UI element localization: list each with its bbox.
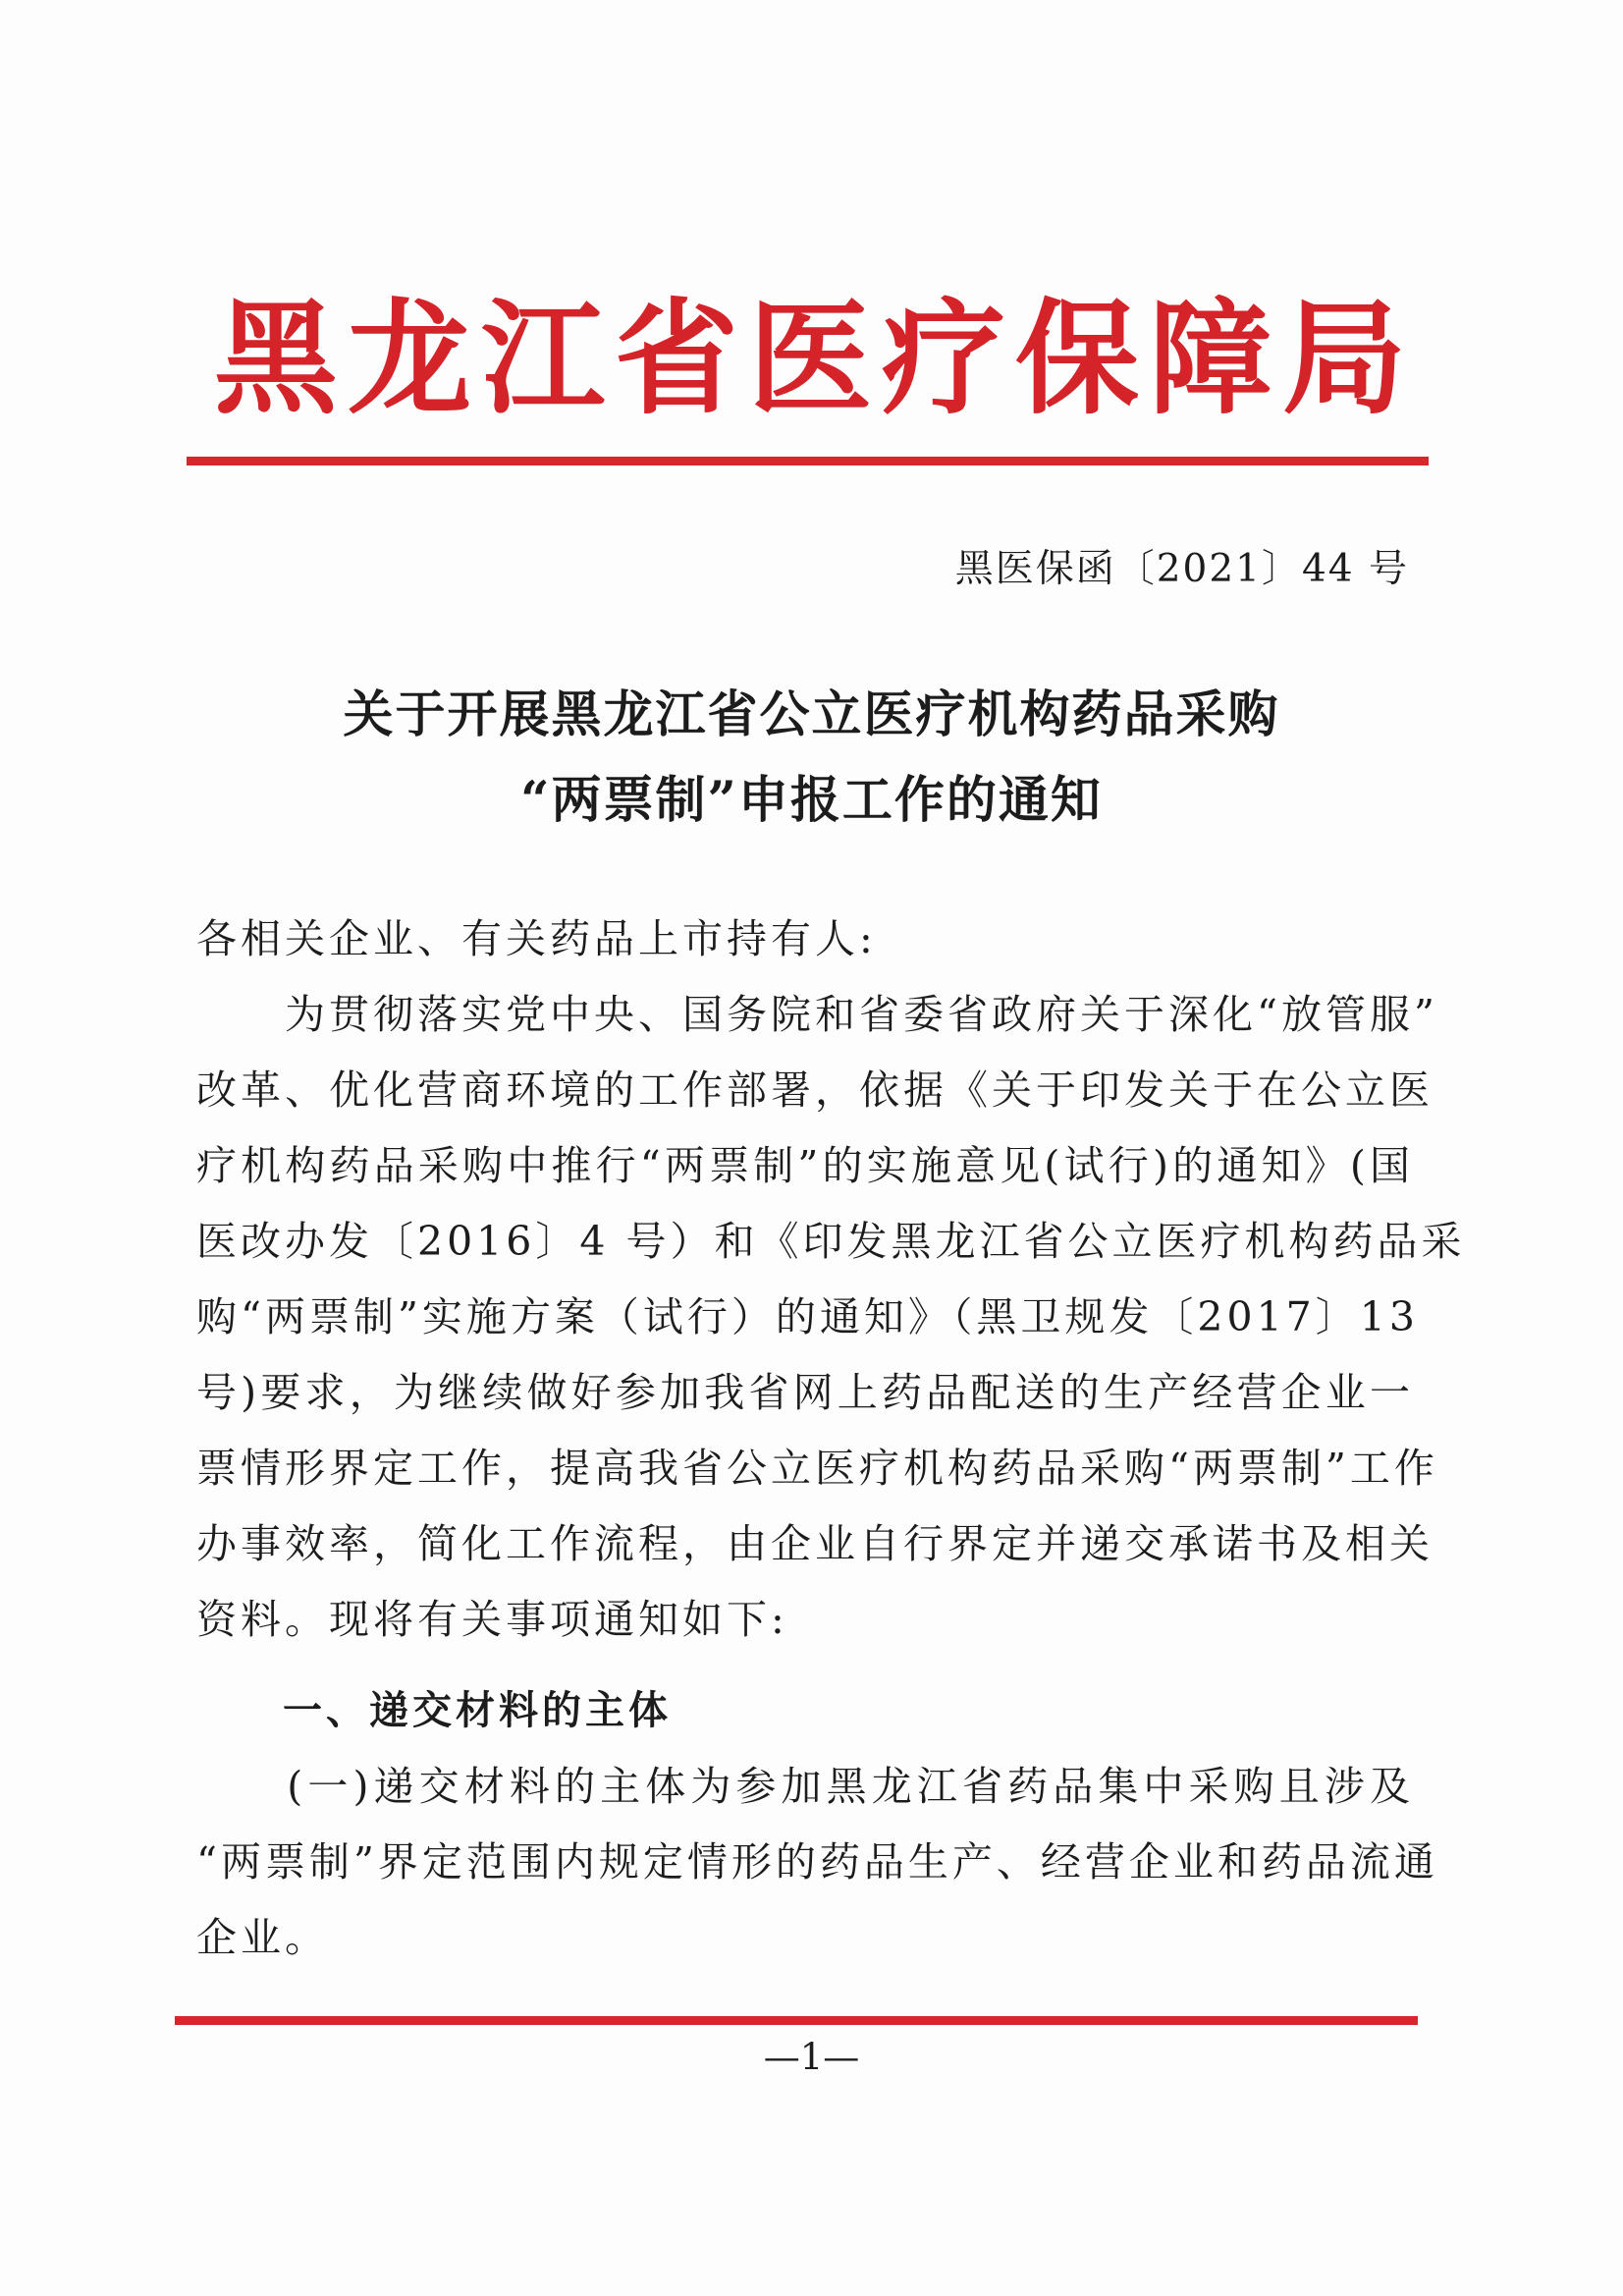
document-number: 黑医保函〔2021〕44 号 bbox=[954, 547, 1409, 591]
body-line: 改革、优化营商环境的工作部署，依据《关于印发关于在公立医 bbox=[196, 1066, 1434, 1114]
page-number: —1— bbox=[763, 2036, 860, 2078]
section-line: (一)递交材料的主体为参加黑龙江省药品集中采购且涉及 bbox=[196, 1763, 1414, 1810]
body-line: 疗机构药品采购中推行“两票制”的实施意见(试行)的通知》(国 bbox=[196, 1142, 1414, 1189]
document-title-line-1: 关于开展黑龙江省公立医疗机构药品采购 bbox=[343, 685, 1280, 744]
organization-header: 黑龙江省医疗保障局 bbox=[214, 286, 1416, 431]
header-red-rule bbox=[187, 457, 1429, 465]
section-heading: 一、递交材料的主体 bbox=[283, 1688, 672, 1733]
footer-red-rule bbox=[175, 2016, 1418, 2025]
body-line: 票情形界定工作，提高我省公立医疗机构药品采购“两票制”工作 bbox=[196, 1445, 1438, 1492]
body-line: 医改办发〔2016〕4 号）和《印发黑龙江省公立医疗机构药品采 bbox=[196, 1218, 1466, 1265]
body-line: 号)要求，为继续做好参加我省网上药品配送的生产经营企业一 bbox=[196, 1369, 1414, 1416]
body-line: 购“两票制”实施方案（试行）的通知》（黑卫规发〔2017〕13 bbox=[196, 1293, 1419, 1340]
body-line: 办事效率，简化工作流程，由企业自行界定并递交承诺书及相关 bbox=[196, 1520, 1434, 1567]
salutation: 各相关企业、有关药品上市持有人: bbox=[196, 915, 877, 962]
body-line: 资料。现将有关事项通知如下: bbox=[196, 1596, 788, 1643]
section-line: 企业。 bbox=[196, 1914, 329, 1961]
section-line: “两票制”界定范围内规定情形的药品生产、经营企业和药品流通 bbox=[196, 1838, 1438, 1886]
document-title-line-2: “两票制”申报工作的通知 bbox=[520, 771, 1103, 830]
body-line: 为贯彻落实党中央、国务院和省委省政府关于深化“放管服” bbox=[196, 991, 1438, 1038]
